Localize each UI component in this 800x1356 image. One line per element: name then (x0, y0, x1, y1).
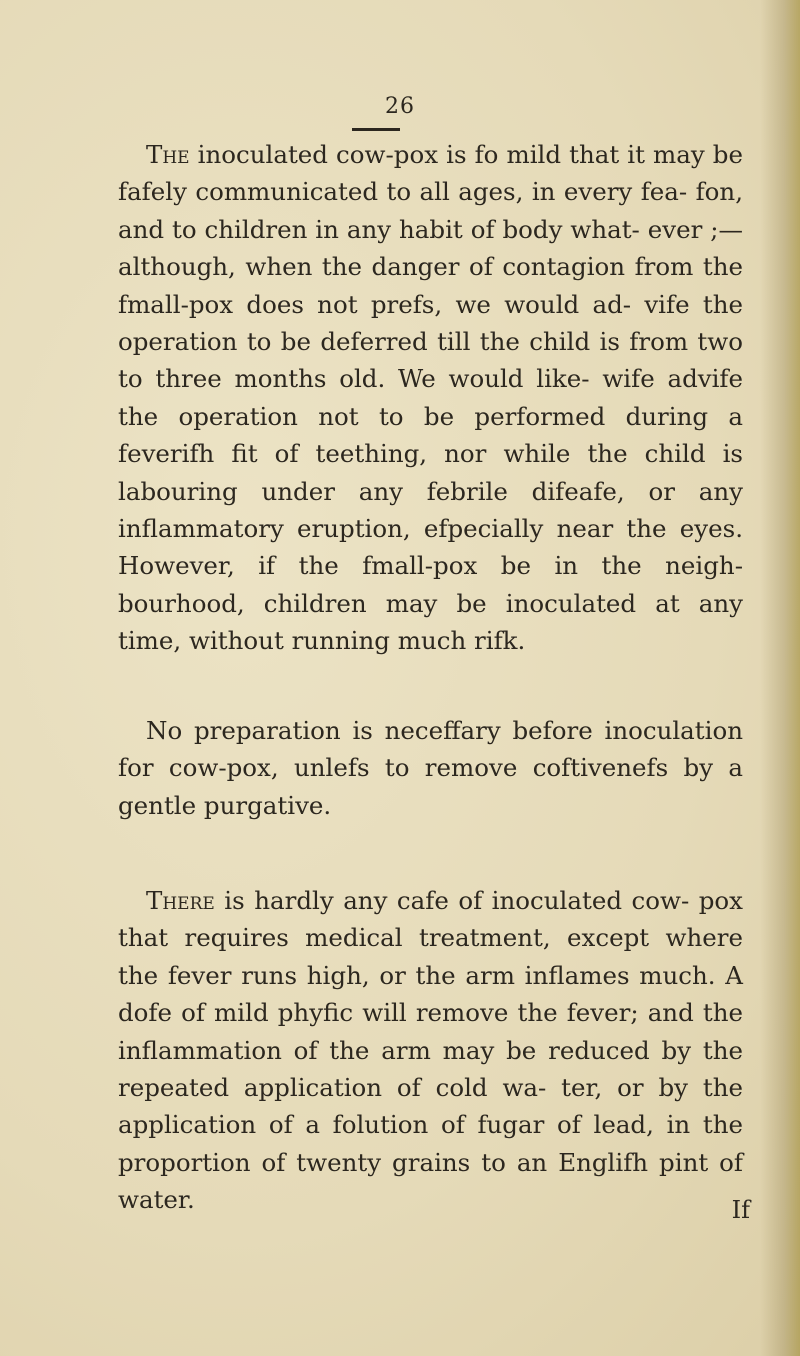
paragraph-1-text: inoculated cow-pox is fo mild that it may be fafely communicated to all ages, in every fea- fon, and to children in any habit of body what- ever ;—although, when the danger of contagion from the fmall-pox does not prefs, we would ad- vife the operation to be deferred till the child is from two to three months old. We would like- wife advife the operation not to be performed during a feverifh fit of teething, nor while the child is labouring under any febrile difeafe, or any inflammatory eruption, efpecially near the eyes. However, if the fmall-pox be in the neigh- bourhood, children may be inoculated at any time, without running much rifk. (118, 140, 743, 656)
page-edge-shadow (760, 0, 800, 1356)
catchword: If (731, 1196, 750, 1224)
paragraph-3-text: is hardly any cafe of inoculated cow- pox that requires medical treatment, except where the fever runs high, or the arm inflames much. A dofe of mild phyfic will remove the fever; and the inflammation of the arm may be reduced by the repeated application of cold wa- ter, or by the application of a folution of fugar of lead, in the proportion of twenty grains to an Englifh pint of water. (118, 886, 743, 1215)
paragraph-2 (118, 712, 743, 824)
paragraph-2-text: No preparation is neceffary before inoculation for cow-pox, unlefs to remove coftivenefs by a gentle purgative. (118, 716, 743, 820)
paragraph-1-lead: The (146, 140, 190, 169)
paragraph-1 (118, 136, 743, 660)
page-number: 26 (385, 94, 415, 119)
paragraph-3 (118, 882, 743, 1219)
header-rule (352, 128, 400, 131)
paragraph-3-lead: There (146, 886, 215, 915)
